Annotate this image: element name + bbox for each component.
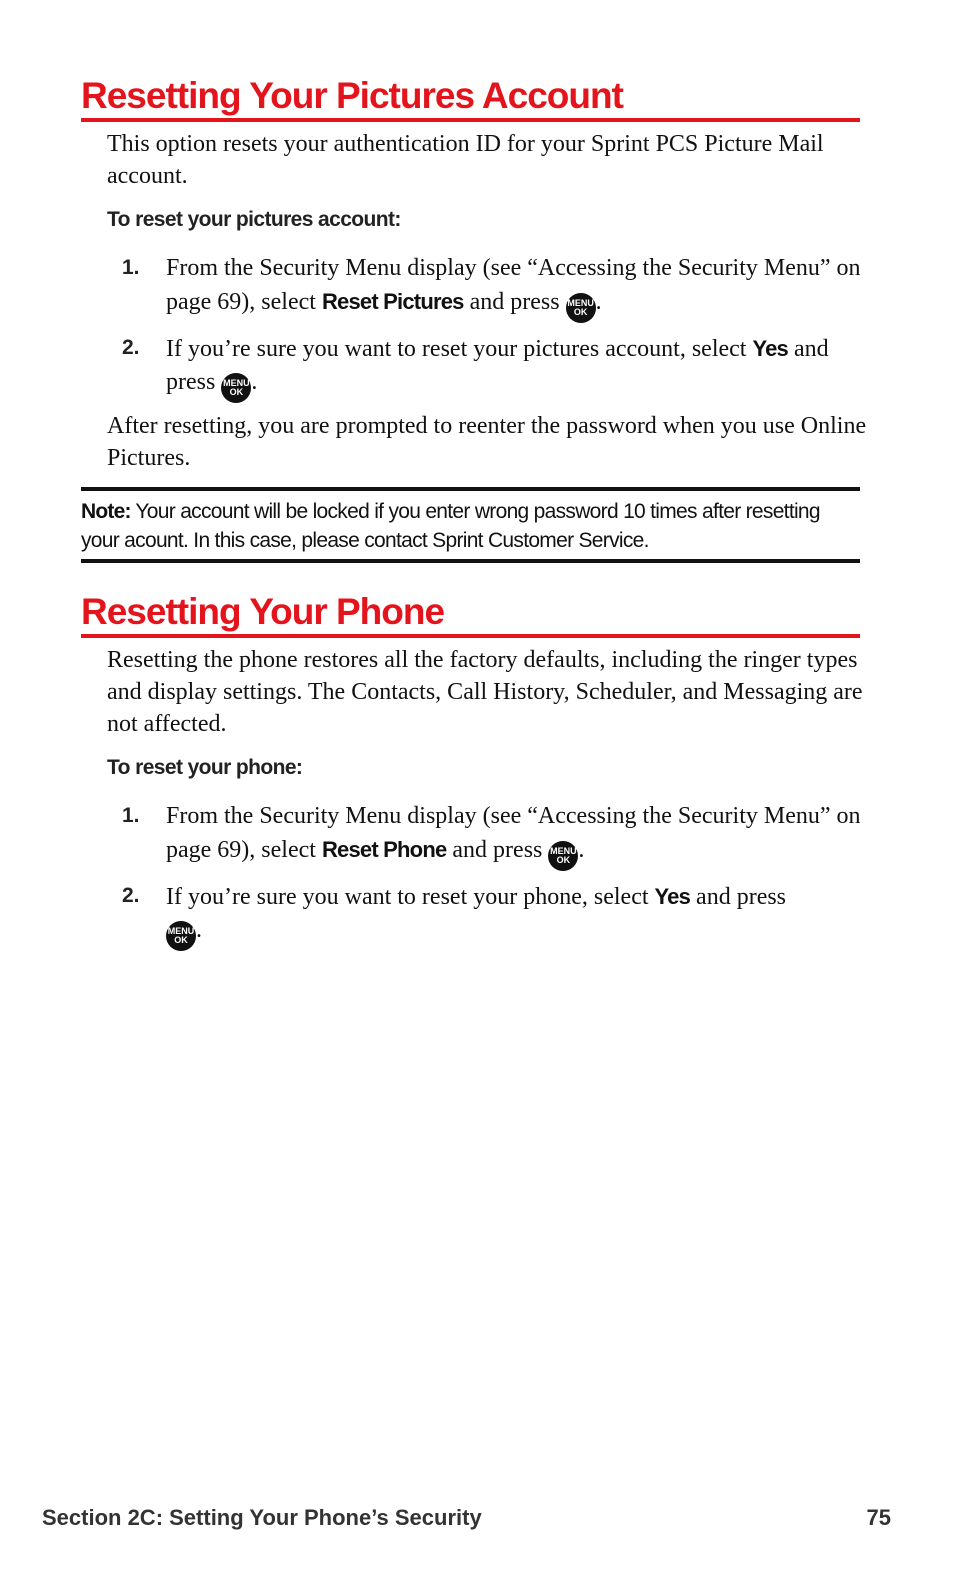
menu-ok-key-icon: MENU OK: [548, 841, 578, 871]
step-number: 2.: [122, 884, 140, 907]
step-number: 2.: [122, 336, 140, 359]
menu-selection: Yes: [654, 884, 691, 909]
step-text: From the Security Menu display (see “Accessing the Security Menu” on page 69), select Reset Phone and press MENU OK .: [166, 800, 866, 871]
menu-ok-key-icon: MENU OK: [221, 373, 251, 403]
reset-phone-subheading: To reset your phone:: [107, 756, 303, 779]
menu-selection: Reset Pictures: [321, 289, 464, 314]
step-number: 1.: [122, 256, 140, 279]
menu-selection: Yes: [752, 336, 788, 361]
section-title-pictures-account: Resetting Your Pictures Account: [81, 76, 860, 122]
note-box: [81, 487, 860, 563]
pictures-account-subheading: To reset your pictures account:: [107, 208, 401, 231]
step-text: From the Security Menu display (see “Accessing the Security Menu” on page 69), select Reset Pictures and press MENU OK .: [166, 252, 866, 323]
step-text: If you’re sure you want to reset your pictures account, select Yes and press MENU OK .: [166, 332, 882, 403]
menu-selection: Reset Phone: [321, 837, 447, 862]
section-title-reset-phone: Resetting Your Phone: [81, 592, 860, 638]
menu-ok-key-icon: MENU OK: [566, 293, 596, 323]
note-label: Note:: [81, 500, 131, 523]
footer-page-number: 75: [866, 1505, 891, 1530]
footer-section-title: Section 2C: Setting Your Phone’s Security: [42, 1505, 482, 1530]
note-text: Your account will be locked if you enter wrong password 10 times after resetting your acount. In this case, please contact Sprint Customer Service.: [81, 500, 820, 552]
step-number: 1.: [122, 804, 140, 827]
pictures-account-intro: This option resets your authentication ID for your Sprint PCS Picture Mail account.: [107, 131, 824, 189]
pictures-account-after-text: After resetting, you are prompted to reenter the password when you use Online Pictures.: [107, 413, 867, 471]
reset-phone-intro: Resetting the phone restores all the factory defaults, including the ringer types and display settings. The Contacts, Call History, Scheduler, and Messaging are not affected.: [107, 647, 863, 737]
step-text: If you’re sure you want to reset your phone, select Yes and press MENU OK .: [166, 880, 806, 951]
menu-ok-key-icon: MENU OK: [166, 921, 196, 951]
